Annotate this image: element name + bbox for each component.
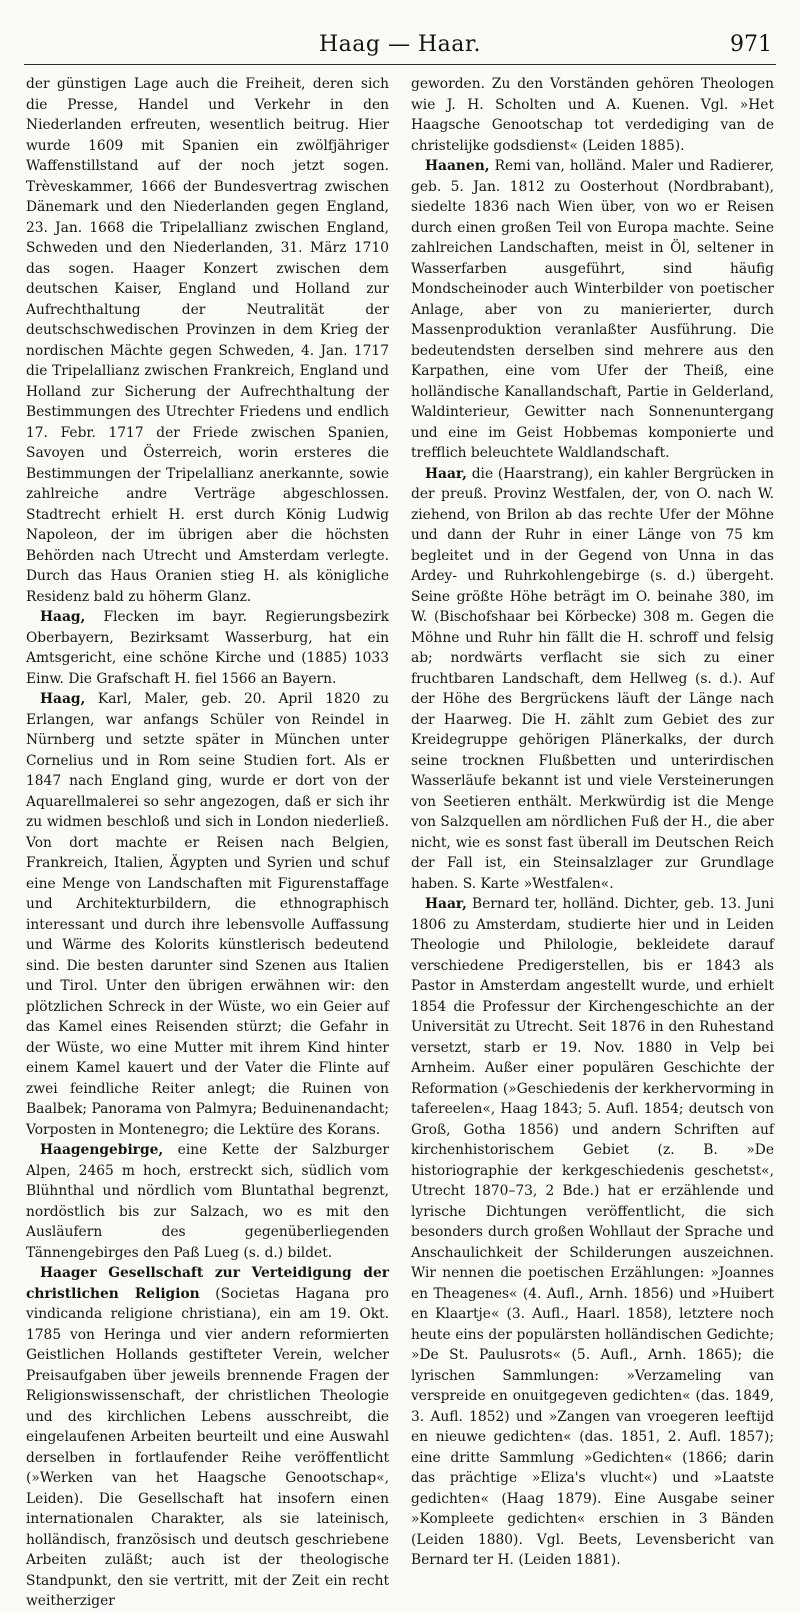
dictionary-entry (411, 464, 774, 895)
entry-text: Karl, Maler, geb. 20. April 1820 zu Erlangen, war anfangs Schüler von Reindel in Nürnberg und setzte später in München unter Cornelius und in Rom seine Studien fort. Als er 1847 nach England ging, wurde er dort von der Aquarellmalerei so sehr angezogen, daß er sich ihr zu widmen beschloß und sich in London niederließ. Von dort machte er Reisen nach Belgien, Frankreich, Italien, Ägypten und Syrien und schuf eine Menge von Landschaften mit Figurenstaffage und Architekturbildern, die ethnographisch interessant und durch ihre lebensvolle Auffassung und Wärme des Kolorits künstlerisch bedeutend sind. Die besten darunter sind Szenen aus Italien und Tirol. Unter den übrigen erwähnen wir: den plötzlichen Schreck in der Wüste, wo ein Geier auf das Kamel eines Reisenden stürzt; die Gefahr in der Wüste, wo eine Mutter mit ihrem Kind hinter einem Kamel kauert und der Vater die Flinte auf zwei feindliche Reiter anlegt; die Ruinen von Baalbek; Panorama von Palmyra; Beduinenandacht; Vorposten in Montenegro; die Lektüre des Korans. (26, 691, 389, 1138)
entry-lemma: Haager Gesellschaft zur Verteidigung der christlichen Religion (26, 1265, 389, 1302)
dictionary-entry (26, 607, 389, 689)
entry-text: (Societas Hagana pro vindicanda religione christiana), ein am 19. Okt. 1785 von Heringa und vier andern reformierten Geistlichen Hollands gestifteter Verein, welcher Preisaufgaben über jeweils brennende Fragen der Religionswissenschaft, der christlichen Theologie und des kirchlichen Lebens ausschreibt, die eingelaufenen Arbeiten beurteilt und eine Auswahl derselben in fortlaufender Reihe veröffentlicht (»Werken van het Haagsche Genootschap«, Leiden). Die Gesellschaft hat insofern einen internationalen Charakter, als sie lateinisch, holländisch, französisch und deutsch geschriebene Arbeiten zuläßt; auch ist der theologische Standpunkt, den sie vertritt, mit der Zeit ein recht weitherziger (26, 1285, 389, 1609)
entry-lemma: Haar, (425, 465, 467, 482)
entry-lemma: Haanen, (425, 158, 490, 174)
dictionary-entry (26, 1263, 389, 1612)
entry-lemma: Haagengebirge, (40, 1142, 164, 1158)
dictionary-entry (26, 1140, 389, 1263)
entry-continuation (411, 74, 774, 156)
page-header (24, 30, 776, 65)
dictionary-entry (411, 156, 774, 464)
entry-continuation (26, 74, 389, 607)
entry-text: Remi van, holländ. Maler und Radierer, geb. 5. Jan. 1812 zu Oosterhout (Nordbrabant), siedelte 1836 nach Wien über, von wo er Reisen durch einen großen Teil von Europa machte. Seine zahlreichen Landschaften, meist in Öl, seltener in Wasserfarben ausgeführt, sind häufig Mondscheinoder auch Winterbilder von poetischer Anlage, aber von zu manierierter, durch Massenproduktion veranlaßter Ausführung. Die bedeutendsten derselben sind mehrere aus den Karpathen, eine vom Ufer der Theiß, eine holländische Kanallandschaft, Partie in Gelderland, Waldinterieur, Gewitter nach Sonnenuntergang und eine im Geist Hobbemas komponierte und trefflich beleuchtete Waldlandschaft. (411, 158, 774, 461)
dictionary-entry (411, 894, 774, 1571)
dictionary-entry (26, 689, 389, 1140)
entry-text: Bernard ter, holländ. Dichter, geb. 13. Juni 1806 zu Amsterdam, studierte hier und in Leiden Theologie und Philologie, bekleidete darauf verschiedene Predigerstellen, bis er 1843 als Pastor in Amsterdam angestellt wurde, und erhielt 1854 die Professur der Kirchengeschichte an der Universität zu Utrecht. Seit 1876 in den Ruhestand versetzt, starb er 19. Nov. 1880 in Velp bei Arnheim. Außer einer populären Geschichte der Reformation (»Geschiedenis der kerkhervorming in tafereelen«, Haag 1843; 5. Aufl. 1854; deutsch von Groß, Gotha 1856) und andern Schriften auf kirchenhistorischem Gebiet (z. B. »De historiographie der kerkgeschiedenis geschetst«, Utrecht 1870–73, 2 Bde.) hat er erzählende und lyrische Dichtungen veröffentlicht, die sich besonders durch großen Wohllaut der Sprache und Anschaulichkeit der Schilderungen auszeichnen. Wir nennen die poetischen Erzählungen: »Joannes en Theagenes« (4. Aufl., Arnh. 1856) und »Huibert en Klaartje« (3. Aufl., Haarl. 1858), letztere noch heute eins der populärsten holländischen Gedichte; »De St. Paulusrots« (5. Aufl., Arnh. 1865); die lyrischen Sammlungen: »Verzameling van verspreide en onuitgegeven gedichten« (das. 1849, 3. Aufl. 1852) und »Zangen van vroegeren leeftijd en nieuwe gedichten« (das. 1851, 2. Aufl. 1857); eine dritte Sammlung »Gedichten« (1866; darin das prächtige »Eliza's vlucht«) und »Laatste gedichten« (Haag 1879). Eine Ausgabe seiner »Kompleete gedichten« erschien in 3 Bänden (Leiden 1880). Vgl. Beets, Levensbericht van Bernard ter H. (Leiden 1881). (411, 896, 774, 1568)
left-column (26, 74, 389, 1609)
entry-lemma: Haag, (40, 609, 86, 625)
entry-text: die (Haarstrang), ein kahler Bergrücken in der preuß. Provinz Westfalen, der, von O. nach W. ziehend, von Brilon ab das rechte Ufer der Möhne und dann der Ruhr in einer Länge von 75 km begleitet und in der Gegend von Unna in das Ardey- und Ruhrkohlengebirge (s. d.) übergeht. Seine größte Höhe beträgt im O. beinahe 380, im W. (Bischofshaar bei Körbecke) 308 m. Gegen die Möhne und Ruhr hin fällt die H. schroff und felsig ab; nordwärts verflacht sie sich zu einer fruchtbaren Landschaft, dem Hellweg (s. d.). Auf der Höhe des Bergrückens läuft der Länge nach der Haarweg. Die H. zählt zum Gebiet des zur Kreidegruppe gehörigen Plänerkalks, der durch seine trocknen Flußbetten und unterirdischen Wasserläufe bekannt ist und viele Versteinerungen von Seetieren enthält. Merkwürdig ist die Menge von Salzquellen am nördlichen Fuß der H., die aber nicht, wie es sonst fast überall im Deutschen Reich der Fall ist, ein Steinsalzlager zur Grundlage haben. S. Karte »Westfalen«. (411, 465, 774, 892)
entry-text: der günstigen Lage auch die Freiheit, deren sich die Presse, Handel und Verkehr in den Niederlanden erfreuten, wesentlich beitrug. Hier wurde 1609 mit Spanien ein zwölfjähriger Waffenstillstand auf der noch jetzt sogen. Trèveskammer, 1666 der Bundesvertrag zwischen Dänemark und den Niederlanden gegen England, 23. Jan. 1668 die Tripelallianz zwischen England, Schweden und den Niederlanden, 31. März 1710 das sogen. Haager Konzert zwischen dem deutschen Kaiser, England und Holland zur Aufrechthaltung der Neutralität der deutschschwedischen Provinzen in dem Krieg der nordischen Mächte gegen Schweden, 4. Jan. 1717 die Tripelallianz zwischen Frankreich, England und Holland zur Sicherung der Aufrechthaltung der Bestimmungen des Utrechter Friedens und endlich 17. Febr. 1717 der Friede zwischen Spanien, Savoyen und Österreich, worin ersteres die Bestimmungen der Tripelallianz anerkannte, sowie zahlreiche andre Verträge abgeschlossen. Stadtrecht erhielt H. erst durch König Ludwig Napoleon, der im übrigen aber die höchsten Behörden nach Utrecht und Amsterdam verlegte. Durch das Haus Oranien stieg H. als königliche Residenz bald zu höherm Glanz. (26, 76, 389, 605)
entry-text: geworden. Zu den Vorständen gehören Theologen wie J. H. Scholten und A. Kuenen. Vgl. »Het Haagsche Genootschap tot verdediging van de christelijke godsdienst« (Leiden 1885). (411, 76, 774, 154)
entry-text: eine Kette der Salzburger Alpen, 2465 m hoch, erstreckt sich, südlich vom Blühnthal und nördlich vom Bluntathal begrenzt, nordöstlich bis zur Salzach, wo es mit den Ausläufern des gegenüberliegenden Tännengebirges den Paß Lueg (s. d.) bildet. (26, 1142, 389, 1261)
running-head: Haag — Haar. (319, 32, 481, 57)
text-columns (26, 74, 774, 1609)
entry-text: Flecken im bayr. Regierungsbezirk Oberbayern, Bezirksamt Wasserburg, hat ein Amtsgericht, eine schöne Kirche und (1885) 1033 Einw. Die Grafschaft H. fiel 1566 an Bayern. (26, 609, 389, 687)
right-column (411, 74, 774, 1568)
entry-lemma: Haar, (425, 896, 467, 912)
entry-lemma: Haag, (40, 691, 86, 707)
page-number: 971 (730, 32, 772, 57)
